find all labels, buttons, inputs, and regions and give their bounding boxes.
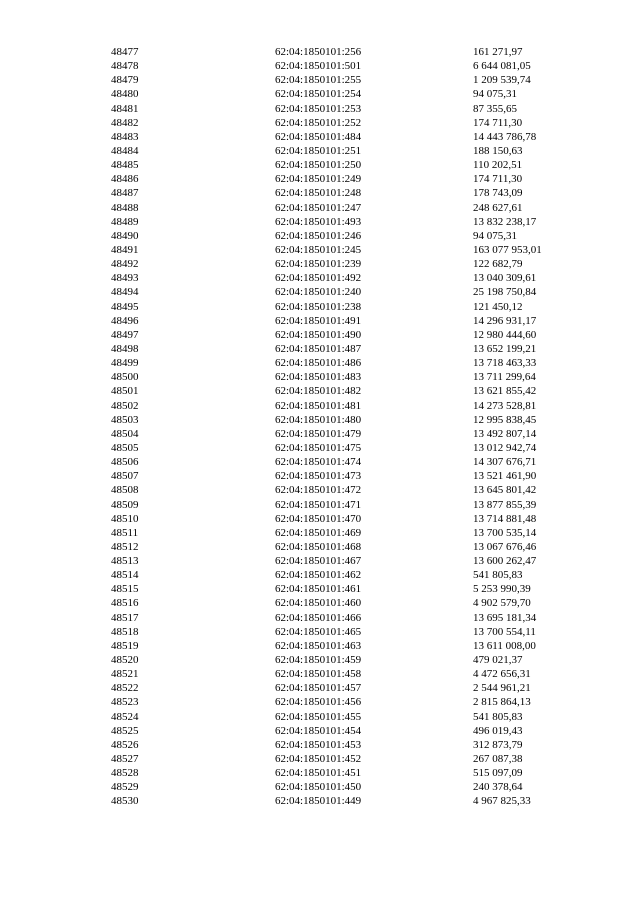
cadastral-value: 14 273 528,81 <box>473 399 537 412</box>
row-number: 48512 <box>111 540 139 553</box>
row-number: 48484 <box>111 144 139 157</box>
cadastral-number: 62:04:1850101:466 <box>275 611 362 624</box>
row-number: 48485 <box>111 159 139 172</box>
cadastral-number: 62:04:1850101:254 <box>275 88 362 101</box>
row-number: 48503 <box>111 413 139 426</box>
row-number: 48497 <box>111 328 139 341</box>
cadastral-number: 62:04:1850101:480 <box>275 413 362 426</box>
cadastral-value: 121 450,12 <box>473 300 523 313</box>
row-number: 48494 <box>111 286 139 299</box>
cadastral-number: 62:04:1850101:456 <box>275 696 362 709</box>
cadastral-value: 267 087,38 <box>473 753 523 766</box>
cadastral-value: 496 019,43 <box>473 724 523 737</box>
cadastral-value: 6 644 081,05 <box>473 60 531 73</box>
cadastral-value: 87 355,65 <box>473 102 517 115</box>
row-number: 48514 <box>111 569 139 582</box>
cadastral-value: 13 611 008,00 <box>473 639 536 652</box>
cadastral-number: 62:04:1850101:460 <box>275 597 362 610</box>
cadastral-value: 13 012 942,74 <box>473 441 537 454</box>
cadastral-value: 14 307 676,71 <box>473 456 537 469</box>
cadastral-value: 13 832 238,17 <box>473 215 537 228</box>
cadastral-value: 163 077 953,01 <box>473 243 542 256</box>
row-number: 48499 <box>111 357 139 370</box>
cadastral-value: 14 443 786,78 <box>473 130 537 143</box>
cadastral-number: 62:04:1850101:486 <box>275 357 362 370</box>
cadastral-number: 62:04:1850101:492 <box>275 272 362 285</box>
cadastral-value: 188 150,63 <box>473 144 523 157</box>
cadastral-value: 248 627,61 <box>473 201 523 214</box>
row-number: 48507 <box>111 470 139 483</box>
row-number: 48504 <box>111 427 139 440</box>
cadastral-number: 62:04:1850101:481 <box>275 399 362 412</box>
cadastral-number: 62:04:1850101:501 <box>275 60 362 73</box>
cadastral-number: 62:04:1850101:484 <box>275 130 362 143</box>
cadastral-number: 62:04:1850101:482 <box>275 385 362 398</box>
cadastral-value: 13 700 535,14 <box>473 526 537 539</box>
cadastral-number: 62:04:1850101:491 <box>275 314 362 327</box>
cadastral-number: 62:04:1850101:452 <box>275 753 362 766</box>
cadastral-number: 62:04:1850101:248 <box>275 187 362 200</box>
cadastral-value: 541 805,83 <box>473 569 523 582</box>
row-number: 48528 <box>111 767 139 780</box>
cadastral-value: 94 075,31 <box>473 229 517 242</box>
cadastral-number: 62:04:1850101:450 <box>275 781 362 794</box>
row-number: 48520 <box>111 654 139 667</box>
cadastral-number: 62:04:1850101:251 <box>275 144 362 157</box>
row-number: 48511 <box>111 526 139 539</box>
cadastral-value: 12 980 444,60 <box>473 328 537 341</box>
cadastral-number: 62:04:1850101:493 <box>275 215 362 228</box>
cadastral-number: 62:04:1850101:469 <box>275 526 362 539</box>
cadastral-number: 62:04:1850101:458 <box>275 668 362 681</box>
cadastral-value: 2 815 864,13 <box>473 696 531 709</box>
row-number: 48513 <box>111 555 139 568</box>
cadastral-number: 62:04:1850101:487 <box>275 342 362 355</box>
row-number: 48516 <box>111 597 139 610</box>
cadastral-number: 62:04:1850101:483 <box>275 371 362 384</box>
cadastral-value: 5 253 990,39 <box>473 583 531 596</box>
cadastral-value: 312 873,79 <box>473 738 523 751</box>
cadastral-value: 13 711 299,64 <box>473 371 536 384</box>
row-number: 48488 <box>111 201 139 214</box>
row-number: 48495 <box>111 300 139 313</box>
cadastral-number: 62:04:1850101:239 <box>275 258 362 271</box>
cadastral-value: 161 271,97 <box>473 46 523 58</box>
row-number: 48505 <box>111 441 139 454</box>
row-number: 48506 <box>111 456 139 469</box>
cadastral-value: 479 021,37 <box>473 654 523 667</box>
cadastral-value: 13 492 807,14 <box>473 427 537 440</box>
row-number: 48481 <box>111 102 139 115</box>
cadastral-number: 62:04:1850101:256 <box>275 46 362 58</box>
cadastral-value: 14 296 931,17 <box>473 314 537 327</box>
cadastral-value: 13 067 676,46 <box>473 540 537 553</box>
row-number: 48480 <box>111 88 139 101</box>
cadastral-number: 62:04:1850101:253 <box>275 102 362 115</box>
cadastral-value: 13 714 881,48 <box>473 512 537 525</box>
cadastral-value: 541 805,83 <box>473 710 523 723</box>
cadastral-number: 62:04:1850101:472 <box>275 484 362 497</box>
cadastral-number: 62:04:1850101:467 <box>275 555 362 568</box>
cadastral-number: 62:04:1850101:454 <box>275 724 362 737</box>
cadastral-value: 4 472 656,31 <box>473 668 531 681</box>
row-number: 48525 <box>111 724 139 737</box>
row-number: 48478 <box>111 60 139 73</box>
row-number: 48477 <box>111 46 139 58</box>
cadastral-value: 110 202,51 <box>473 159 523 172</box>
cadastral-number: 62:04:1850101:238 <box>275 300 362 313</box>
cadastral-number: 62:04:1850101:459 <box>275 654 362 667</box>
row-number: 48526 <box>111 738 139 751</box>
row-number: 48491 <box>111 243 139 256</box>
row-number: 48492 <box>111 258 139 271</box>
cadastral-value: 13 600 262,47 <box>473 555 537 568</box>
cadastral-number: 62:04:1850101:479 <box>275 427 362 440</box>
cadastral-value: 2 544 961,21 <box>473 682 531 695</box>
cadastral-number: 62:04:1850101:249 <box>275 173 362 186</box>
cadastral-number: 62:04:1850101:451 <box>275 767 362 780</box>
cadastral-number: 62:04:1850101:247 <box>275 201 362 214</box>
cadastral-value: 178 743,09 <box>473 187 523 200</box>
cadastral-number: 62:04:1850101:255 <box>275 74 362 87</box>
cadastral-number: 62:04:1850101:245 <box>275 243 362 256</box>
row-number: 48509 <box>111 498 139 511</box>
cadastral-number: 62:04:1850101:246 <box>275 229 362 242</box>
row-number: 48502 <box>111 399 139 412</box>
cadastral-number: 62:04:1850101:455 <box>275 710 362 723</box>
cadastral-number: 62:04:1850101:465 <box>275 625 362 638</box>
cadastral-number: 62:04:1850101:461 <box>275 583 362 596</box>
cadastral-value: 25 198 750,84 <box>473 286 537 299</box>
row-number: 48486 <box>111 173 139 186</box>
cadastral-value: 122 682,79 <box>473 258 523 271</box>
row-number: 48529 <box>111 781 139 794</box>
row-number: 48490 <box>111 229 139 242</box>
row-number: 48521 <box>111 668 139 681</box>
cadastral-number: 62:04:1850101:240 <box>275 286 362 299</box>
cadastral-value: 13 652 199,21 <box>473 342 537 355</box>
cadastral-number: 62:04:1850101:462 <box>275 569 362 582</box>
cadastral-value: 13 621 855,42 <box>473 385 537 398</box>
cadastral-value: 174 711,30 <box>473 116 523 129</box>
cadastral-number: 62:04:1850101:473 <box>275 470 362 483</box>
cadastral-value: 1 209 539,74 <box>473 74 531 87</box>
cadastral-value: 13 718 463,33 <box>473 357 537 370</box>
row-number: 48493 <box>111 272 139 285</box>
cadastral-value: 13 645 801,42 <box>473 484 537 497</box>
row-number: 48479 <box>111 74 139 87</box>
cadastral-value: 12 995 838,45 <box>473 413 537 426</box>
row-number: 48500 <box>111 371 139 384</box>
cadastral-value: 174 711,30 <box>473 173 523 186</box>
row-number: 48483 <box>111 130 139 143</box>
row-number: 48498 <box>111 342 139 355</box>
cadastral-value: 13 521 461,90 <box>473 470 537 483</box>
cadastral-value: 240 378,64 <box>473 781 523 794</box>
cadastral-value: 515 097,09 <box>473 767 523 780</box>
cadastral-number: 62:04:1850101:457 <box>275 682 362 695</box>
cadastral-number: 62:04:1850101:490 <box>275 328 362 341</box>
cadastral-number: 62:04:1850101:468 <box>275 540 362 553</box>
row-number: 48510 <box>111 512 139 525</box>
cadastral-value: 13 877 855,39 <box>473 498 537 511</box>
cadastral-number: 62:04:1850101:470 <box>275 512 362 525</box>
cadastral-value: 94 075,31 <box>473 88 517 101</box>
row-number: 48489 <box>111 215 139 228</box>
row-number: 48487 <box>111 187 139 200</box>
cadastral-number: 62:04:1850101:449 <box>275 795 362 808</box>
row-number: 48482 <box>111 116 139 129</box>
cadastral-number: 62:04:1850101:471 <box>275 498 362 511</box>
cadastral-number: 62:04:1850101:250 <box>275 159 362 172</box>
cadastral-value: 13 700 554,11 <box>473 625 536 638</box>
row-number: 48515 <box>111 583 139 596</box>
cadastral-value: 13 695 181,34 <box>473 611 537 624</box>
cadastral-number: 62:04:1850101:475 <box>275 441 362 454</box>
row-number: 48527 <box>111 753 139 766</box>
cadastral-number: 62:04:1850101:463 <box>275 639 362 652</box>
cadastral-value: 4 902 579,70 <box>473 597 531 610</box>
cadastral-number: 62:04:1850101:252 <box>275 116 362 129</box>
row-number: 48519 <box>111 639 139 652</box>
cadastral-number: 62:04:1850101:453 <box>275 738 362 751</box>
row-number: 48530 <box>111 795 139 808</box>
cadastral-number: 62:04:1850101:474 <box>275 456 362 469</box>
row-number: 48496 <box>111 314 139 327</box>
cadastral-value: 13 040 309,61 <box>473 272 537 285</box>
row-number: 48522 <box>111 682 139 695</box>
row-number: 48523 <box>111 696 139 709</box>
row-number: 48517 <box>111 611 139 624</box>
row-number: 48524 <box>111 710 139 723</box>
row-number: 48518 <box>111 625 139 638</box>
row-number: 48508 <box>111 484 139 497</box>
cadastral-value: 4 967 825,33 <box>473 795 531 808</box>
row-number: 48501 <box>111 385 139 398</box>
